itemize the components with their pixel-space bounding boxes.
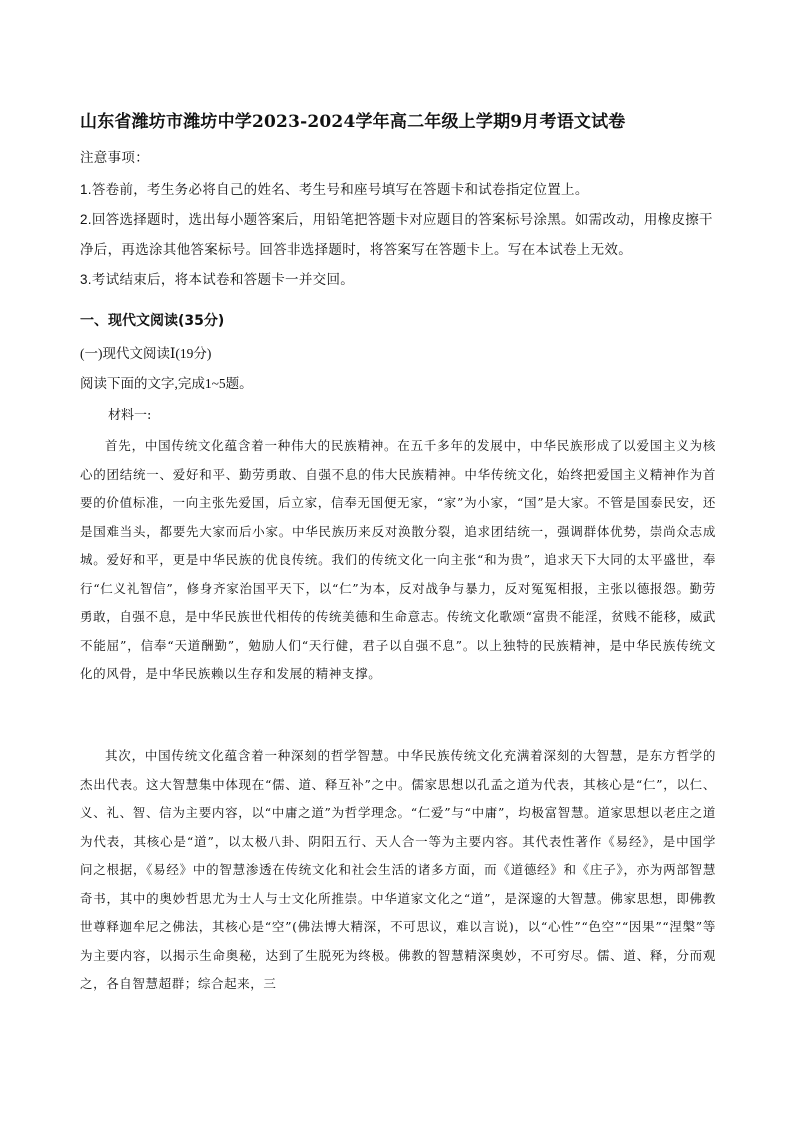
notice-item-2: 2.回答选择题时，选出每小题答案后，用铅笔把答题卡对应题目的答案标号涂黑。如需改动，用橡皮擦干 <box>80 212 713 227</box>
notice-item-3: 3.考试结束后，将本试卷和答题卡一并交回。 <box>80 272 355 287</box>
paragraph-second: 其次，中国传统文化蕴含着一种深刻的哲学智慧。中华民族传统文化充满着深刻的大智慧，是东方哲学的杰出代表。这大智慧集中体现在“儒、道、释互补”之中。儒家思想以孔孟之道为代表，其核心是“仁”，以仁、义、礼、智、信为主要内容，以“中庸之道”为哲学理念。“仁爱”与“中庸”，均极富智慧。道家思想以老庄之道为代表，其核心是“道”，以太极八卦、阴阳五行、天人合一等为主要内容。其代表性著作《易经》，是中国学问之根据，《易经》中的智慧渗透在传统文化和社会生活的诸多方面，而《道德经》和《庄子》，亦为两部智慧奇书，其中的奥妙哲思尤为士人与士文化所推崇。中华道家文化之“道”，是深邃的大智慧。佛家思想，即佛教世尊释迦牟尼之佛法，其核心是“空”(佛法博大精深，不可思议，难以言说)，以“心性”“色空”“因果”“涅槃”等为主要内容，以揭示生命奥秘，达到了生脱死为终极。佛教的智慧精深奥妙，不可穷尽。儒、道、释，分而观之，各自智慧超群；综合起来，三 <box>80 748 716 991</box>
notice-heading: 注意事项： <box>80 150 149 165</box>
notice-item-2-continued: 净后，再选涂其他答案标号。回答非选择题时，将答案写在答题卡上。写在本试卷上无效。 <box>80 242 632 257</box>
paragraph-first: 首先，中国传统文化蕴含着一种伟大的民族精神。在五千多年的发展中，中华民族形成了以爱国主义为核心的团结统一、爱好和平、勤劳勇敢、自强不息的伟大民族精神。中华传统文化，始终把爱国主义精神作为首要的价值标准，一向主张先爱国，后立家，信奉无国便无家，“家”为小家，“国”是大家。不管是国泰民安，还是国难当头，都要先大家而后小家。中华民族历来反对涣散分裂，追求团结统一，强调群体优势，崇尚众志成城。爱好和平，更是中华民族的优良传统。我们的传统文化一向主张“和为贵”，追求天下大同的太平盛世，奉行“仁义礼智信”，修身齐家治国平天下，以“仁”为本，反对战争与暴力，反对冤冤相报，主张以德报怨。勤劳勇敢，自强不息，是中华民族世代相传的传统美德和生命意志。传统文化歌颂“富贵不能淫，贫贱不能移，威武不能屈”，信奉“天道酬勤”，勉励人们“天行健，君子以自强不息”。以上独特的民族精神，是中华民族传统文化的风骨，是中华民族赖以生存和发展的精神支撑。 <box>80 438 716 681</box>
subsection-heading: (一)现代文阅读Ⅰ(19分) <box>80 346 212 361</box>
section-heading-modern-reading: 一、现代文阅读(35分) <box>80 313 225 329</box>
document-title: 山东省潍坊市潍坊中学2023-2024学年高二年级上学期9月考语文试卷 <box>80 112 626 132</box>
reading-instruction: 阅读下面的文字,完成1~5题。 <box>80 376 253 391</box>
notice-item-1: 1.答卷前，考生务必将自己的姓名、考生号和座号填写在答题卡和试卷指定位置上。 <box>80 182 589 197</box>
material-label: 材料一: <box>108 408 152 423</box>
